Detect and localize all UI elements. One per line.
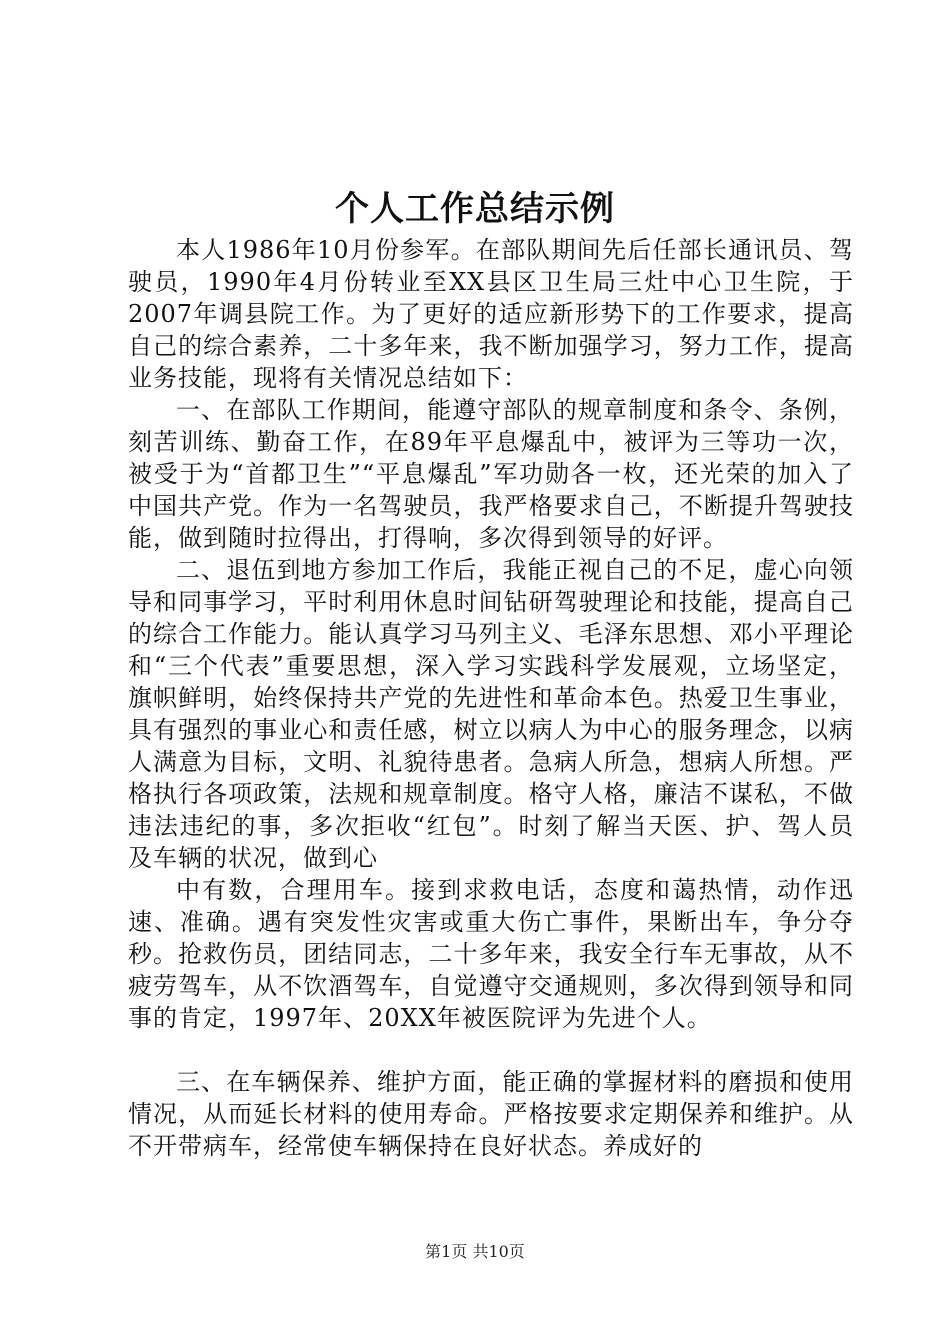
paragraph-section-3: 三、在车辆保养、维护方面，能正确的掌握材料的磨损和使用情况，从而延长材料的使用寿命。严格按要求定期保养和维护。从不开带病车，经常使车辆保持在良好状态。养成好的 — [128, 1068, 854, 1160]
page-number-footer: 第1页 共10页 — [425, 1242, 525, 1261]
document-body — [128, 234, 854, 1162]
paragraph-section-1: 一、在部队工作期间，能遵守部队的规章制度和条令、条例，刻苦训练、勤奋工作，在89年平息爆乱中，被评为三等功一次，被受于为“首都卫生”“平息爆乱”军功勋各一枚，还光荣的加入了中国共产党。作为一名驾驶员，我严格要求自己，不断提升驾驶技能，做到随时拉得出，打得响，多次得到领导的好评。 — [128, 396, 854, 552]
paragraph-section-2: 二、退伍到地方参加工作后，我能正视自己的不足，虚心向领导和同事学习，平时利用休息时间钻研驾驶理论和技能，提高自己的综合工作能力。能认真学习马列主义、毛泽东思想、邓小平理论和“三个代表”重要思想，深入学习实践科学发展观，立场坚定，旗帜鲜明，始终保持共产党的先进性和革命本色。热爱卫生事业，具有强烈的事业心和责任感，树立以病人为中心的服务理念，以病人满意为目标，文明、礼貌待患者。急病人所急，想病人所想。严格执行各项政策，法规和规章制度。格守人格，廉洁不谋私，不做违法违纪的事，多次拒收“红包”。时刻了解当天医、护、驾人员及车辆的状况，做到心 — [128, 556, 854, 872]
paragraph-section-2-continued: 中有数，合理用车。接到求救电话，态度和蔼热情，动作迅速、准确。遇有突发性灾害或重大伤亡事件，果断出车，争分夺秒。抢救伤员，团结同志，二十多年来，我安全行车无事故，从不疲劳驾车，从不饮酒驾车，自觉遵守交通规则，多次得到领导和同事的肯定，1997年、20XX年被医院评为先进个人。 — [128, 876, 854, 1032]
paragraph-intro: 本人1986年10月份参军。在部队期间先后任部长通讯员、驾驶员，1990年4月份转业至XX县区卫生局三灶中心卫生院，于2007年调县院工作。为了更好的适应新形势下的工作要求，提高自己的综合素养，二十多年来，我不断加强学习，努力工作，提高业务技能，现将有关情况总结如下： — [128, 236, 854, 392]
document-title: 个人工作总结示例 — [335, 189, 615, 229]
